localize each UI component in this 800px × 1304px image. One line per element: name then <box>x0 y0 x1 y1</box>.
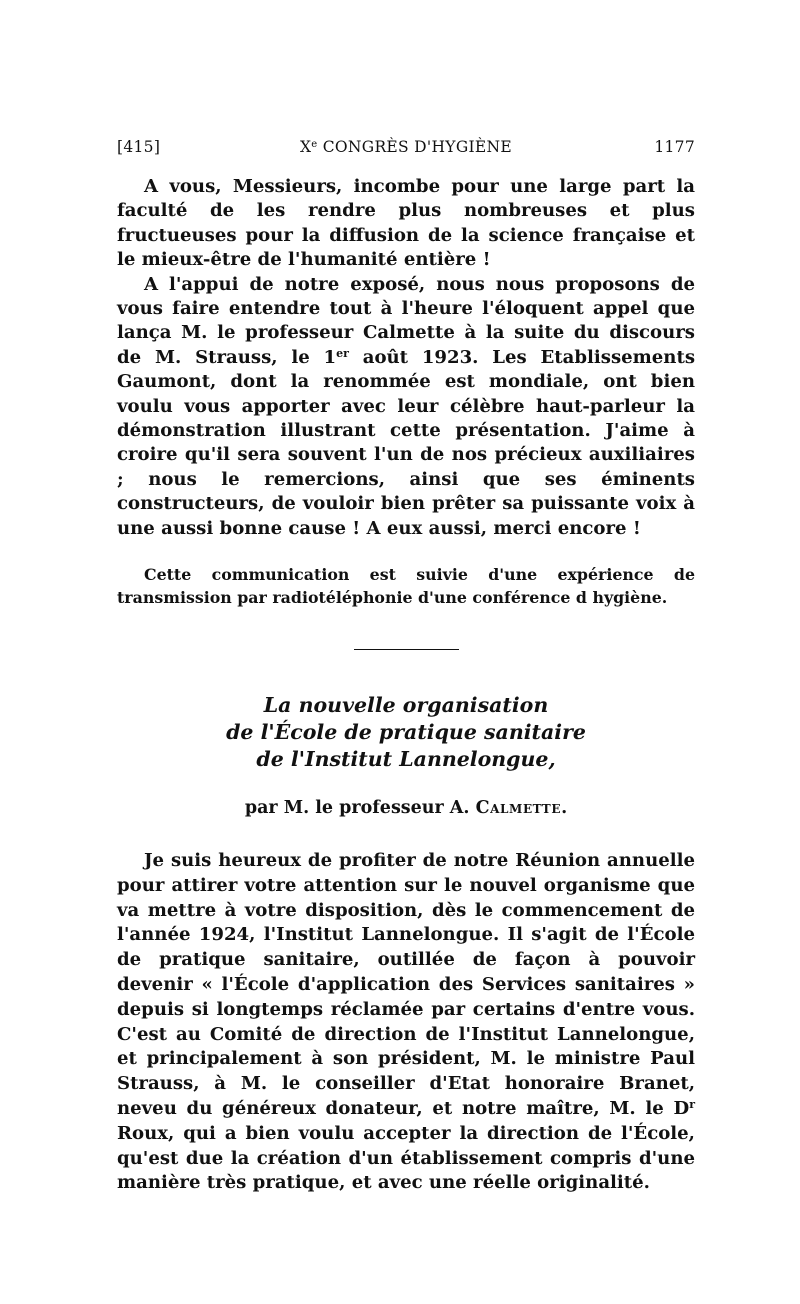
running-header <box>117 138 695 160</box>
communication-note: Cette communication est suivie d'une expérience de transmission par radiotéléphonie d'une conférence d hygiène. <box>117 565 695 608</box>
byline-suffix: . <box>561 798 568 819</box>
date-superscript: er <box>336 346 349 360</box>
page-reference: [415] <box>117 138 161 156</box>
running-title-superscript: e <box>311 139 318 150</box>
article-title <box>117 692 695 773</box>
paragraph-gaumont-part2: août 1923. Les Etablissements Gaumont, dont la renommée est mondiale, ont bien voulu vous apporter avec leur célèbre haut-parleur la démonstration illustrant cette présentation. J'aime à croire qu'il sera souvent l'un de nos précieux auxiliaires ; nous le remercions, ainsi que ses éminents constructeurs, de vouloir bien prêter sa puissante voix à une aussi bonne cause ! A eux aussi, merci encore ! <box>117 346 695 539</box>
running-title-rest: CONGRÈS D'HYGIÈNE <box>317 138 513 156</box>
paragraph-closing-address: A vous, Messieurs, incombe pour une large part la faculté de les rendre plus nombreuses et plus fructueuses pour la diffusion de la science française et le mieux-être de l'humanité entière ! <box>117 176 695 271</box>
paragraph-ecole-part2: Roux, qui a bien voulu accepter la direction de l'École, qu'est due la création d'un établissement compris d'une manière très pratique, et avec une réelle originalité. <box>117 1122 695 1194</box>
page-number: 1177 <box>654 138 695 156</box>
byline-prefix: par M. le professeur A. <box>244 798 476 819</box>
article-title-line-1: La nouvelle organisation <box>263 693 549 718</box>
paragraph-ecole-pratique <box>117 849 695 1196</box>
running-title <box>117 138 695 156</box>
article-title-line-3: de l'Institut Lannelongue, <box>256 747 556 772</box>
byline-author: Calmette <box>475 798 562 819</box>
running-title-prefix: X <box>299 138 312 156</box>
paragraph-ecole-part1: Je suis heureux de profiter de notre Réunion annuelle pour attirer votre attention sur le nouvel organisme que va mettre à votre disposition, dès le commencement de l'année 1924, l'Institut Lannelongue. Il s'agit de l'École de pratique sanitaire, outillée de façon à pouvoir devenir « l'École d'application des Services sanitaires » depuis si longtemps réclamée par certains d'entre vous. C'est au Comité de direction de l'Institut Lannelongue, et principalement à son président, M. le ministre Paul Strauss, à M. le conseiller d'Etat honoraire Branet, neveu du généreux donateur, et notre maître, M. le D <box>117 850 695 1120</box>
article-title-line-2: de l'École de pratique sanitaire <box>226 720 586 745</box>
paragraph-gaumont-demonstration <box>117 273 695 541</box>
article-byline <box>117 797 695 819</box>
doctor-superscript: r <box>689 1098 695 1112</box>
book-page <box>117 138 695 1196</box>
paragraph-gaumont-part1: A l'appui de notre exposé, nous nous proposons de vous faire entendre tout à l'heure l'éloquent appel que lança M. le professeur Calmette à la suite du discours de M. Strauss, le 1 <box>117 273 695 368</box>
section-divider <box>354 649 459 650</box>
